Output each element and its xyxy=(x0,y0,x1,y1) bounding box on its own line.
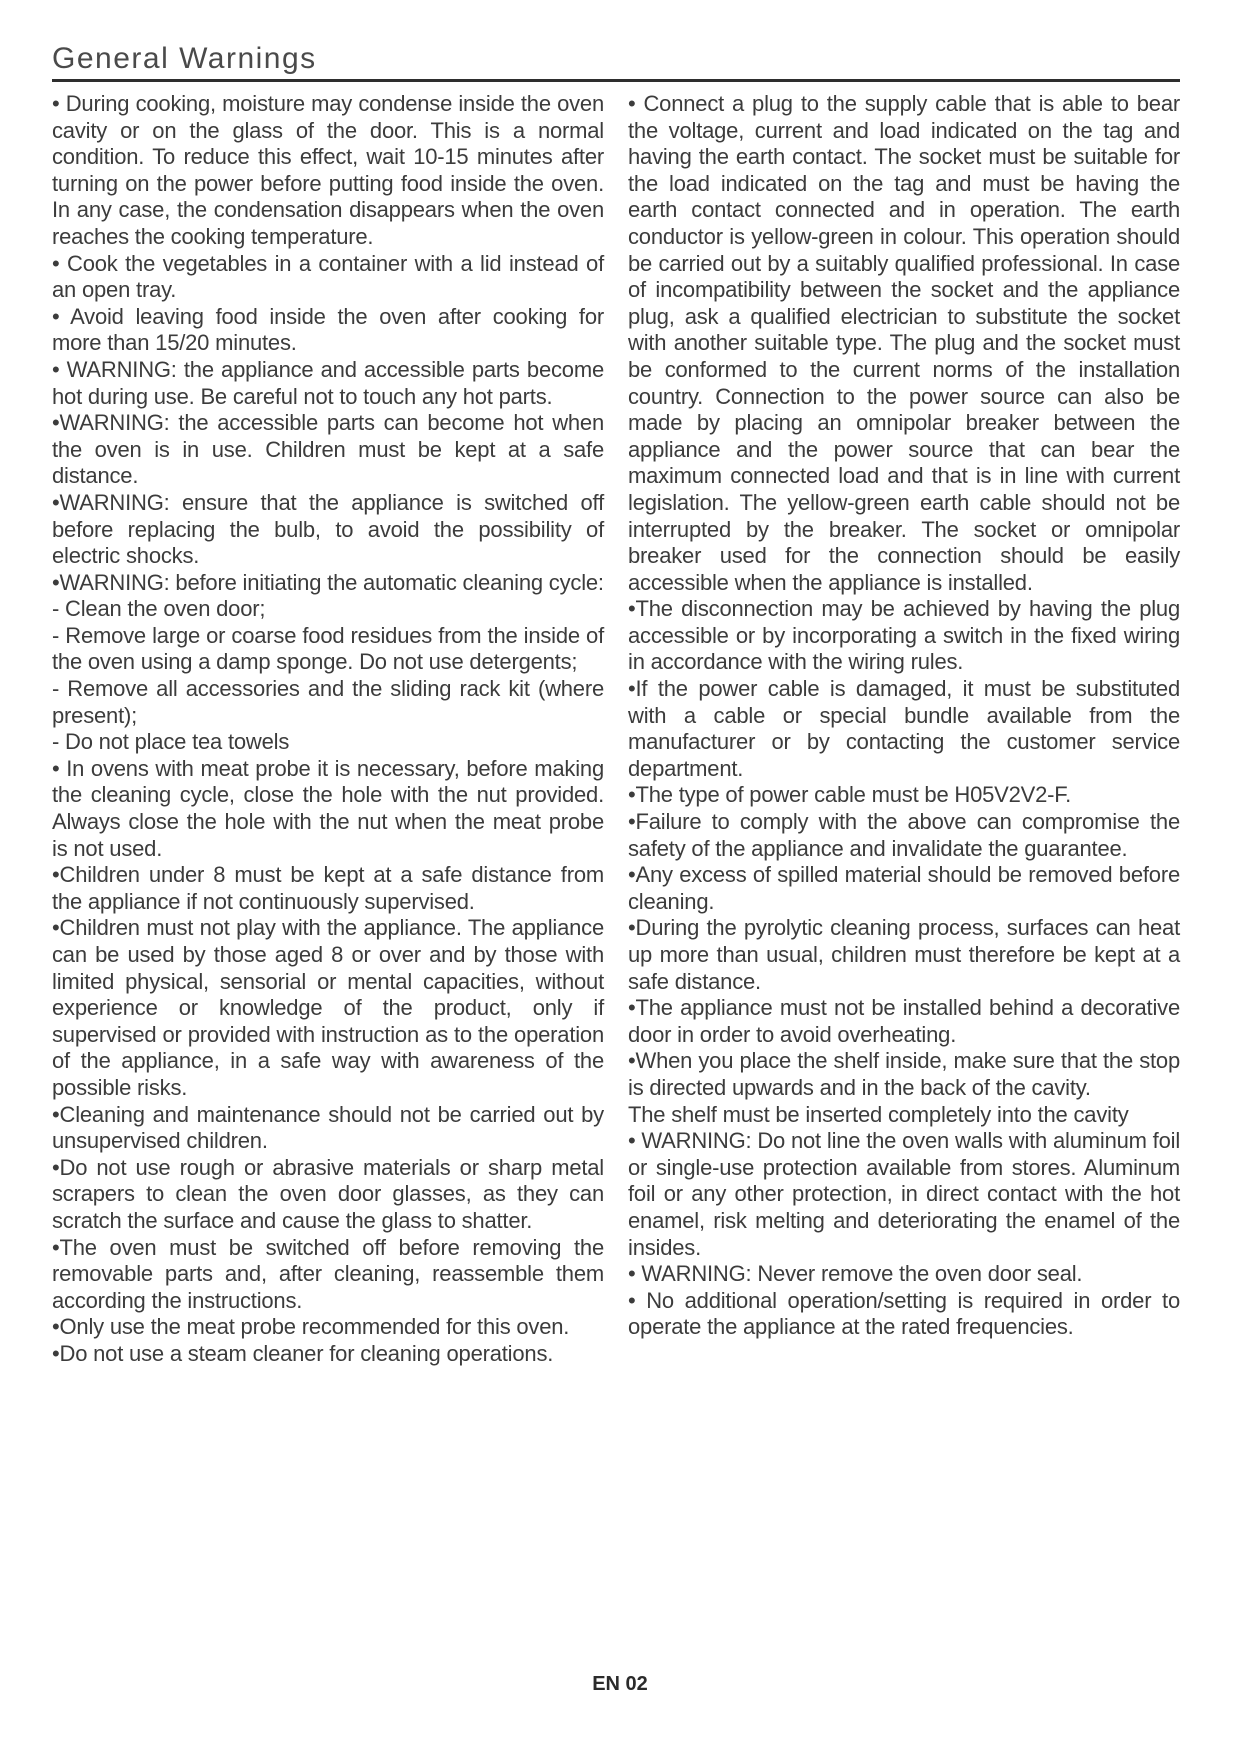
warning-paragraph: •The oven must be switched off before removing the removable parts and, after cleaning, reassemble them according the instructions. xyxy=(52,1234,604,1313)
warning-paragraph: • Avoid leaving food inside the oven after cooking for more than 15/20 minutes. xyxy=(52,303,604,356)
warning-paragraph: The shelf must be inserted completely into the cavity xyxy=(628,1101,1129,1127)
warning-paragraph: •Children must not play with the appliance. The appliance can be used by those aged 8 or over and by those with limited physical, sensorial or mental capacities, without experience or knowledge of the product, only if supervised or provided with instruction as to the operation of the appliance, in a safe way with awareness of the possible risks. xyxy=(52,915,604,1100)
warning-paragraph: •The appliance must not be installed behind a decorative door in order to avoid overheating. xyxy=(628,995,1180,1047)
warnings-content xyxy=(52,91,1180,1368)
page-number: EN 02 xyxy=(592,1673,648,1695)
warning-paragraph: •During the pyrolytic cleaning process, surfaces can heat up more than usual, children must therefore be kept at a safe distance. xyxy=(628,915,1180,994)
warning-paragraph: •If the power cable is damaged, it must be substituted with a cable or special bundle available from the manufacturer or by contacting the customer service department. xyxy=(628,676,1180,781)
warning-paragraph: •The disconnection may be achieved by having the plug accessible or by incorporating a switch in the fixed wiring in accordance with the wiring rules. xyxy=(628,596,1180,675)
warning-paragraph: •Only use the meat probe recommended for this oven. xyxy=(52,1314,570,1340)
page-title: General Warnings xyxy=(52,42,317,75)
warning-paragraph: • No additional operation/setting is required in order to operate the appliance at the rated frequencies. xyxy=(628,1287,1180,1340)
warning-paragraph: • WARNING: Never remove the oven door seal. xyxy=(628,1261,1083,1287)
warning-paragraph: • Connect a plug to the supply cable that is able to bear the voltage, current and load indicated on the tag and having the earth contact. The socket must be suitable for the load indicated on the tag and must be having the earth contact connected and in operation. The earth conductor is yellow-green in colour. This operation should be carried out by a suitably qualified professional. In case of incompatibility between the socket and the appliance plug, ask a qualified electrician to substitute the socket with another suitable type. The plug and the socket must be conformed to the current norms of the installation country. Connection to the power source can also be made by placing an omnipolar breaker between the appliance and the power source that can bear the maximum connected load and that is in line with current legislation. The yellow-green earth cable should not be interrupted by the breaker. The socket or omnipolar breaker used for the connection should be easily accessible when the appliance is installed. xyxy=(628,91,1180,595)
warning-paragraph: • In ovens with meat probe it is necessary, before making the cleaning cycle, close the hole with the nut provided. Always close the hole with the nut when the meat probe is not used. xyxy=(52,755,604,861)
warning-paragraph: • Cook the vegetables in a container with a lid instead of an open tray. xyxy=(52,250,604,303)
warning-subitem: - Remove large or coarse food residues from the inside of the oven using a damp sponge. Do not use detergents; xyxy=(52,622,604,675)
warning-paragraph: •The type of power cable must be H05V2V2-F. xyxy=(628,782,1072,808)
warning-paragraph: •WARNING: before initiating the automatic cleaning cycle: xyxy=(52,569,604,595)
warning-paragraph: • WARNING: the appliance and accessible parts become hot during use. Be careful not to touch any hot parts. xyxy=(52,356,604,409)
warning-paragraph: • WARNING: Do not line the oven walls with aluminum foil or single-use protection available from stores. Aluminum foil or any other protection, in direct contact with the hot enamel, risk melting and deteriorating the enamel of the insides. xyxy=(628,1128,1181,1260)
page-footer xyxy=(0,1673,1240,1696)
warning-paragraph: •Cleaning and maintenance should not be carried out by unsupervised children. xyxy=(52,1101,604,1154)
page-header xyxy=(52,42,1180,90)
warning-subitem: - Clean the oven door; xyxy=(52,596,266,622)
warning-paragraph: • During cooking, moisture may condense inside the oven cavity or on the glass of the door. This is a normal condition. To reduce this effect, wait 10-15 minutes after turning on the power before putting food inside the oven. In any case, the condensation disappears when the oven reaches the cooking temperature. xyxy=(52,91,604,249)
warning-paragraph: •Do not use rough or abrasive materials or sharp metal scrapers to clean the oven door glasses, as they can scratch the surface and cause the glass to shatter. xyxy=(52,1154,604,1233)
right-column xyxy=(628,91,1180,1368)
warning-paragraph: •Any excess of spilled material should be removed before cleaning. xyxy=(628,862,1180,914)
warning-paragraph: •Failure to comply with the above can compromise the safety of the appliance and invalidate the guarantee. xyxy=(628,809,1180,861)
warning-subitem: - Do not place tea towels xyxy=(52,729,290,755)
warning-subitem: - Remove all accessories and the sliding rack kit (where present); xyxy=(52,676,604,728)
warning-paragraph: •WARNING: ensure that the appliance is switched off before replacing the bulb, to avoid the possibility of electric shocks. xyxy=(52,489,604,569)
title-underline xyxy=(52,79,1180,82)
warning-paragraph: •Children under 8 must be kept at a safe distance from the appliance if not continuously supervised. xyxy=(52,862,604,914)
warning-paragraph: •WARNING: the accessible parts can become hot when the oven is in use. Children must be kept at a safe distance. xyxy=(52,410,604,489)
warning-paragraph: •Do not use a steam cleaner for cleaning operations. xyxy=(52,1340,554,1366)
left-column xyxy=(52,91,604,1368)
warning-paragraph: •When you place the shelf inside, make sure that the stop is directed upwards and in the back of the cavity. xyxy=(628,1048,1180,1100)
